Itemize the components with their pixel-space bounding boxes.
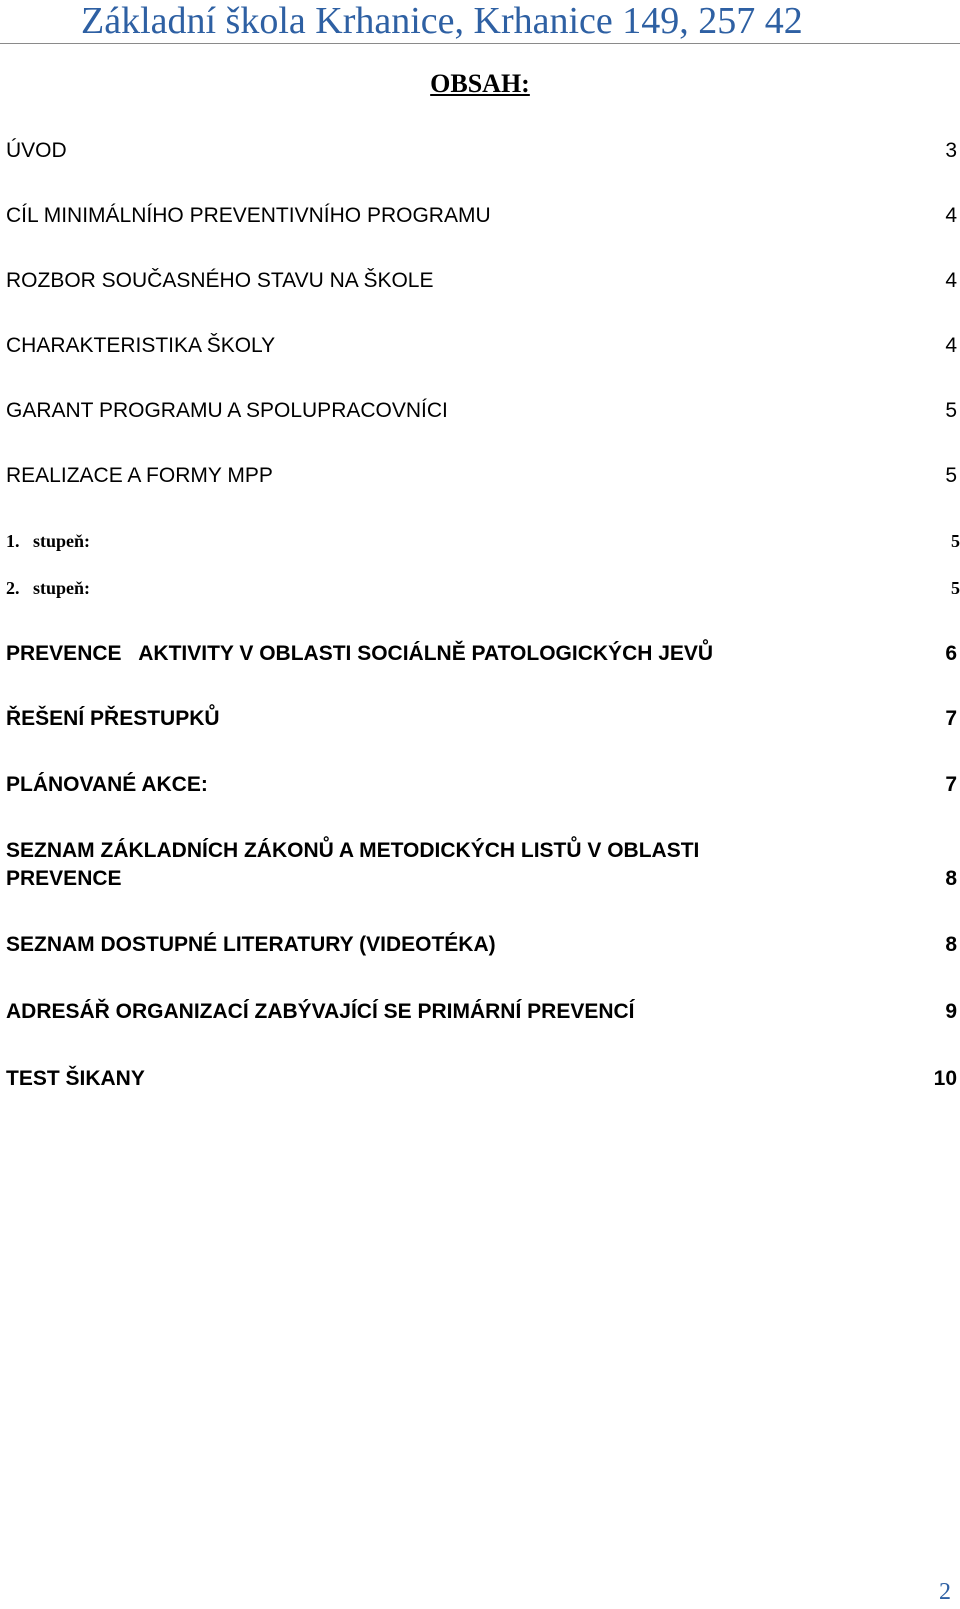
toc-title: OBSAH: — [430, 69, 530, 98]
toc-entry-page: 7 — [945, 773, 957, 796]
toc-entry-page: 5 — [945, 399, 957, 422]
toc-entry-label: TEST ŠIKANY — [6, 1067, 145, 1090]
toc-entry-page: 3 — [945, 139, 957, 162]
toc-entry-label: ÚVOD — [6, 139, 67, 162]
toc-entry-page: 5 — [951, 531, 960, 551]
toc-entry-page: 4 — [945, 334, 957, 357]
toc-entry-page: 8 — [945, 933, 957, 956]
toc-entry-label: PREVENCE AKTIVITY V OBLASTI SOCIÁLNĚ PATOLOGICKÝCH JEVŮ — [6, 642, 714, 665]
toc-entry-label: GARANT PROGRAMU A SPOLUPRACOVNÍCI — [6, 399, 448, 422]
toc-entry-label: CÍL MINIMÁLNÍHO PREVENTIVNÍHO PROGRAMU — [6, 204, 491, 227]
header-title: Základní škola Krhanice, Krhanice 149, 257 42 — [81, 0, 803, 42]
toc-entry-page: 4 — [945, 204, 957, 227]
toc-entry-page: 5 — [951, 578, 960, 598]
toc-entry-label: PLÁNOVANÉ AKCE: — [6, 773, 208, 796]
toc-entry-page: 4 — [945, 269, 957, 292]
toc-entry-label: SEZNAM DOSTUPNÉ LITERATURY (VIDEOTÉKA) — [6, 933, 496, 956]
toc-entry-page: 5 — [945, 464, 957, 487]
toc-entry-label: REALIZACE A FORMY MPP — [6, 464, 273, 487]
toc-entry-label: SEZNAM ZÁKLADNÍCH ZÁKONŮ A METODICKÝCH LISTŮ V OBLASTI PREVENCE — [6, 839, 700, 890]
toc-entry-label: ŘEŠENÍ PŘESTUPKŮ — [6, 707, 220, 730]
table-of-contents — [6, 0, 960, 1609]
toc-entry-label: ADRESÁŘ ORGANIZACÍ ZABÝVAJÍCÍ SE PRIMÁRNÍ PREVENCÍ — [6, 1000, 635, 1023]
page-number: 2 — [939, 1579, 951, 1605]
toc-entry-label: 1. stupeň: — [6, 531, 91, 551]
toc-entry-label: CHARAKTERISTIKA ŠKOLY — [6, 334, 276, 357]
toc-entry-page: 9 — [945, 1000, 957, 1023]
toc-entry-page: 6 — [945, 642, 957, 665]
toc-entry-page: 10 — [933, 1067, 957, 1090]
toc-entry-page: 7 — [945, 707, 957, 730]
toc-entry-label: 2. stupeň: — [6, 578, 91, 598]
toc-entry-label: ROZBOR SOUČASNÉHO STAVU NA ŠKOLE — [6, 269, 434, 292]
toc-entry-page: 8 — [945, 867, 957, 890]
